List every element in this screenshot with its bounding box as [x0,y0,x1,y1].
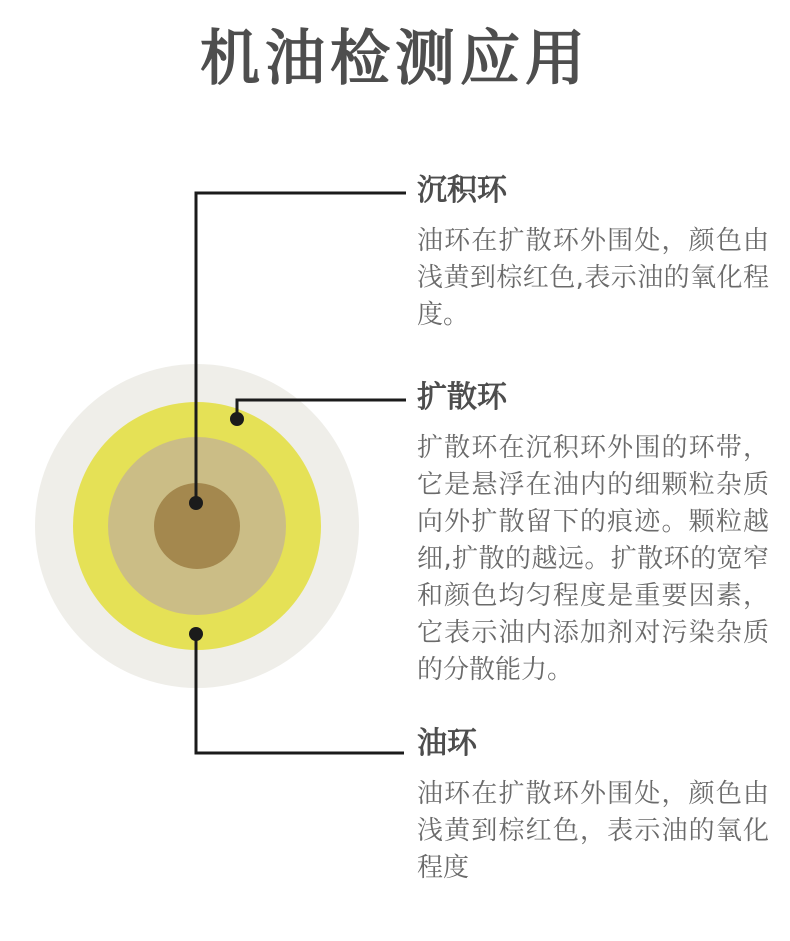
page-title: 机油检测应用 [200,24,590,94]
center-deposit-spot [154,483,240,569]
section-heading-diffusion-ring: 扩散环 [417,380,507,415]
section-diffusion-ring [417,381,769,689]
section-heading-oil-ring: 油环 [417,726,477,761]
section-oil-ring [417,727,769,887]
section-heading-deposit-ring: 沉积环 [417,173,507,208]
section-body-diffusion-ring: 扩散环在沉积环外围的环带，它是悬浮在油内的细颗粒杂质向外扩散留下的痕迹。颗粒越细,扩散的越远。扩散环的宽窄和颜色均匀程度是重要因素，它表示油内添加剂对污染杂质的分散能力。 [417,432,769,685]
section-body-deposit-ring: 油环在扩散环外围处，颜色由浅黄到棕红色,表示油的氧化程度。 [417,225,769,330]
section-deposit-ring [417,174,769,334]
section-body-oil-ring: 油环在扩散环外围处，颜色由浅黄到棕红色，表示油的氧化程度 [417,778,769,883]
